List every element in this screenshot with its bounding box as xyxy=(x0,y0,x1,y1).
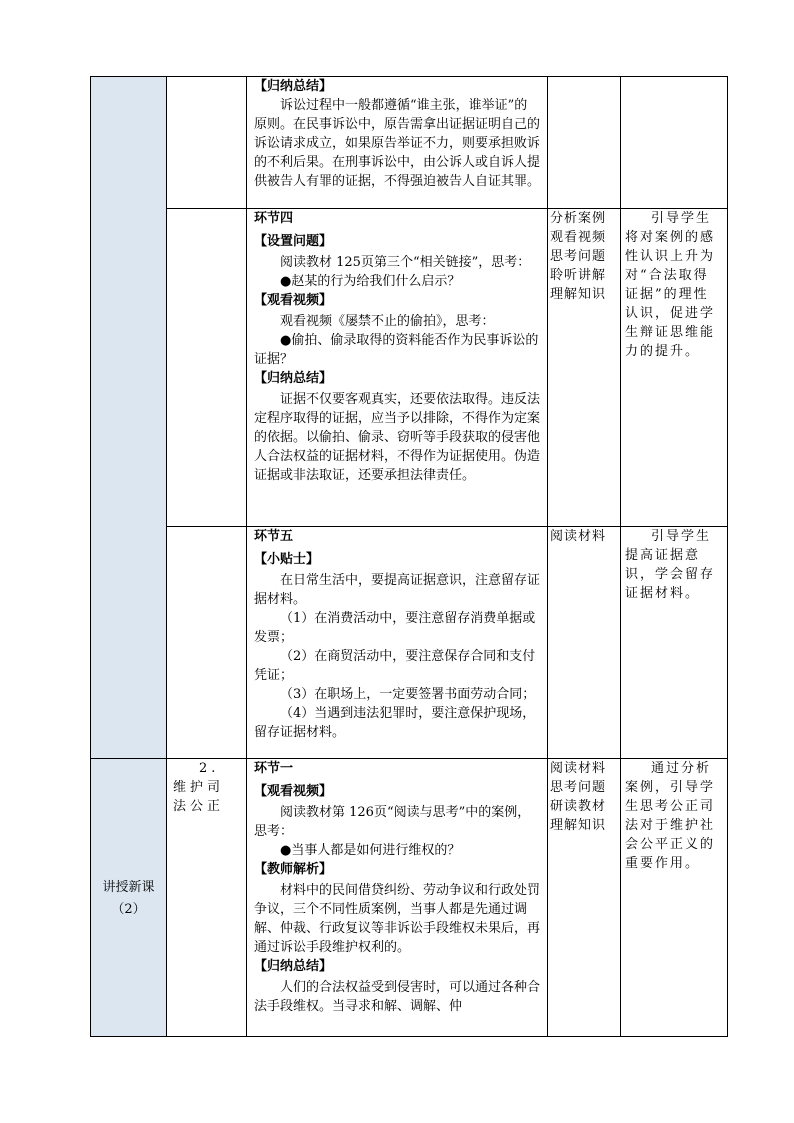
table-row xyxy=(91,527,728,759)
step-title: 环节五 xyxy=(254,529,294,544)
stage-cell-empty xyxy=(91,77,167,759)
section-heading: 【小贴士】 xyxy=(254,552,320,567)
section-heading: 【设置问题】 xyxy=(254,234,333,249)
paragraph: 观看视频《屡禁不止的偷拍》，思考： xyxy=(280,314,495,329)
table-row xyxy=(91,759,728,1037)
paragraph: 诉讼过程中一般都遵循“谁主张，谁举证”的原则。在民事诉讼中，原告需拿出证据证明自己的诉讼请求成立，如果原告举证不力，则要承担败诉的不利后果。在刑事诉讼中，由公诉人或自诉人提供被告人有罪的证据，不得强迫被告人自证其罪。 xyxy=(254,98,541,189)
content-cell xyxy=(247,77,548,209)
content-cell xyxy=(247,209,548,527)
design-intent-text: 引导学生将对案例的感性认识上升为对“合法取得证据”的理性认识，促进学生辩证思维能力的提升。 xyxy=(625,211,716,359)
section-heading: 【归纳总结】 xyxy=(254,79,333,94)
stage-cell xyxy=(91,759,167,1037)
section-heading: 【观看视频】 xyxy=(254,784,333,799)
student-activity-text: 阅读材料思考问题研读教材理解知识 xyxy=(550,761,607,833)
step-title: 环节一 xyxy=(254,761,294,776)
topic-cell-empty xyxy=(167,209,247,527)
paragraph: 材料中的民间借贷纠纷、劳动争议和行政处罚争议，三个不同性质案例，当事人都是先通过调解、仲裁、行政复议等非诉讼手段维权未果后，再通过诉讼手段维护权利的。 xyxy=(254,883,541,955)
section-heading: 【归纳总结】 xyxy=(254,371,333,386)
content-cell xyxy=(247,527,548,759)
bullet-question: ●当事人都是如何进行维权的？ xyxy=(280,843,461,858)
bullet-question: ●偷拍、偷录取得的资料能否作为民事诉讼的证据？ xyxy=(254,333,539,367)
design-intent-cell xyxy=(621,209,728,527)
list-item: （2）在商贸活动中，要注意保存合同和支付凭证； xyxy=(254,649,536,683)
stage-number: （2） xyxy=(111,902,146,917)
stage-label xyxy=(91,759,166,921)
topic-cell xyxy=(167,759,247,1037)
topic-cell-empty xyxy=(167,77,247,209)
paragraph: 人们的合法权益受到侵害时，可以通过各种合法手段维权。当寻求和解、调解、仲 xyxy=(254,980,541,1014)
step-title: 环节四 xyxy=(254,211,294,226)
student-activity-cell xyxy=(548,209,621,527)
table-row xyxy=(91,209,728,527)
design-intent-text: 引导学生提高证据意识，学会留存证据材料。 xyxy=(625,529,716,601)
list-item: （4）当遇到违法犯罪时，要注意保护现场，留存证据材料。 xyxy=(254,706,536,740)
section-heading: 【归纳总结】 xyxy=(254,959,333,974)
paragraph: 阅读教材 125页第三个“相关链接”，思考： xyxy=(280,255,531,270)
list-item: （1）在消费活动中，要注意留存消费单据或发票； xyxy=(254,611,536,645)
section-heading: 【教师解析】 xyxy=(254,862,333,877)
list-item: （3）在职场上，一定要签署书面劳动合同； xyxy=(280,687,536,702)
design-intent-text: 通过分析案例，引导学生思考公正司法对于维护社会公平正义的重要作用。 xyxy=(625,761,716,871)
paragraph: 证据不仅要客观真实，还要依法取得。违反法定程序取得的证据，应当予以排除，不得作为定案的依据。以偷拍、偷录、窃听等手段获取的侵害他人合法权益的证据材料，不得作为证据使用。伪造证据或非法取证，还要承担法律责任。 xyxy=(254,392,541,483)
design-intent-cell xyxy=(621,527,728,759)
paragraph: 阅读教材第 126页“阅读与思考”中的案例，思考： xyxy=(254,805,531,839)
bullet-question: ●赵某的行为给我们什么启示？ xyxy=(280,274,461,289)
design-intent-cell xyxy=(621,77,728,209)
topic-text: 2. 维护司法公正 xyxy=(173,761,225,814)
student-activity-cell xyxy=(548,77,621,209)
lesson-plan-table xyxy=(90,76,728,1037)
stage-label-text: 讲授新课 xyxy=(102,880,155,895)
student-activity-cell xyxy=(548,759,621,1037)
student-activity-text: 阅读材料 xyxy=(550,529,607,544)
paragraph: 在日常生活中，要提高证据意识，注意留存证据材料。 xyxy=(254,573,541,607)
design-intent-cell xyxy=(621,759,728,1037)
content-cell xyxy=(247,759,548,1037)
student-activity-cell xyxy=(548,527,621,759)
student-activity-text: 分析案例观看视频思考问题聆听讲解理解知识 xyxy=(550,211,607,302)
table-row xyxy=(91,77,728,209)
section-heading: 【观看视频】 xyxy=(254,293,333,308)
topic-cell-empty xyxy=(167,527,247,759)
